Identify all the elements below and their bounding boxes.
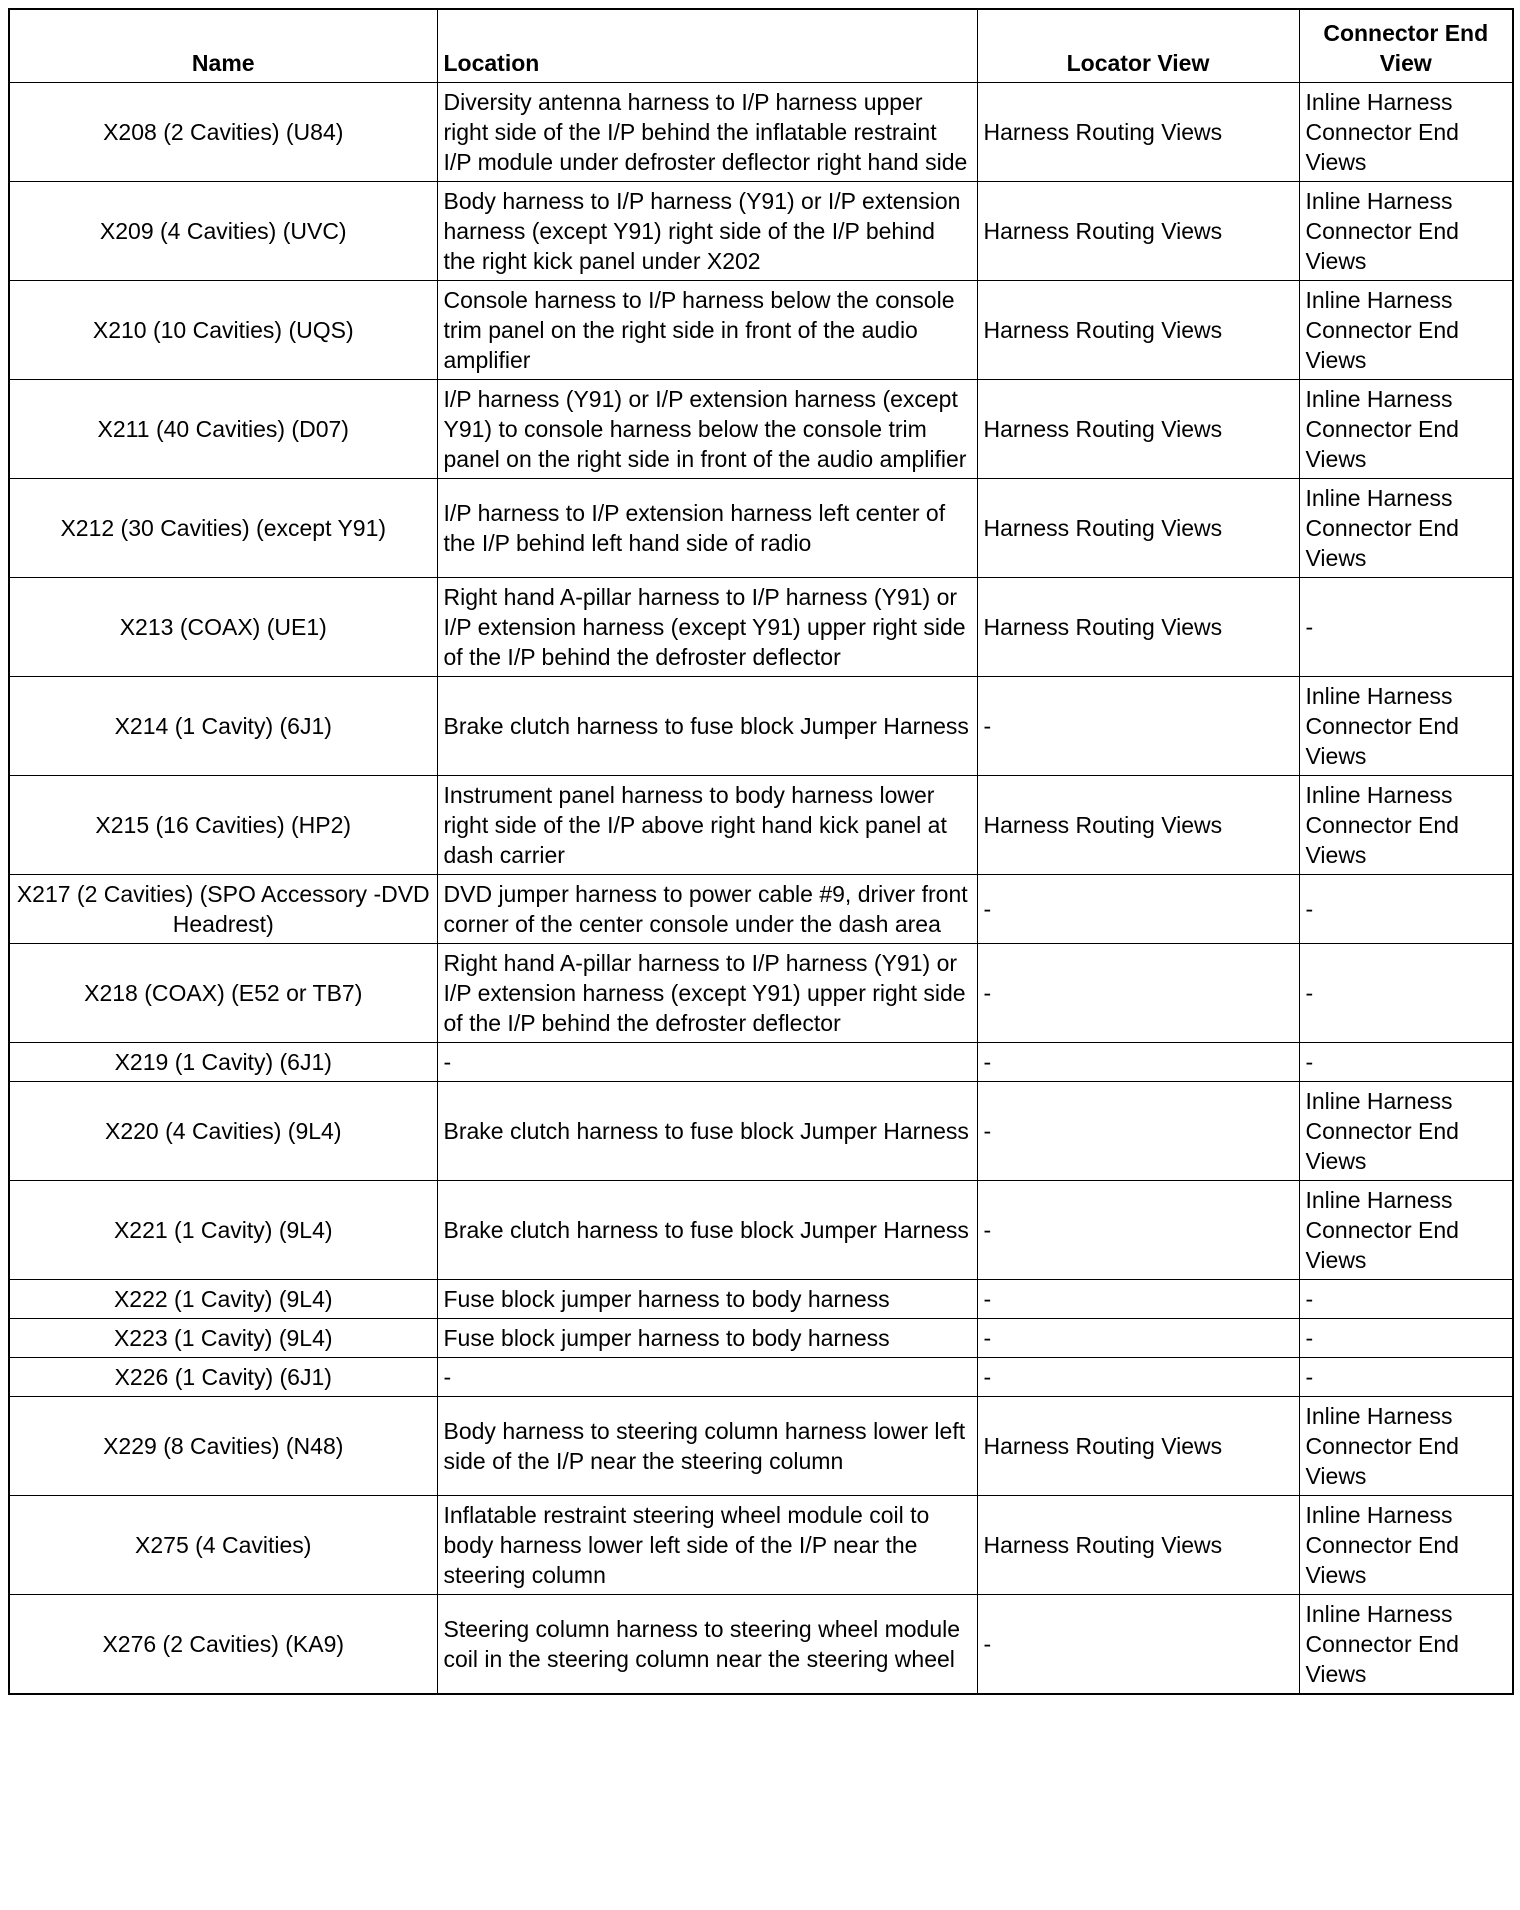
cell-locator-view: - <box>977 677 1299 776</box>
cell-location: Brake clutch harness to fuse block Jumper Harness <box>437 1082 977 1181</box>
cell-locator-view: - <box>977 1280 1299 1319</box>
cell-connector-end-view: - <box>1299 944 1513 1043</box>
cell-connector-end-view: Inline Harness Connector End Views <box>1299 281 1513 380</box>
cell-name: X221 (1 Cavity) (9L4) <box>9 1181 437 1280</box>
table-row <box>9 1082 1513 1181</box>
cell-location: Inflatable restraint steering wheel module coil to body harness lower left side of the I/P near the steering column <box>437 1496 977 1595</box>
table-body <box>9 83 1513 1695</box>
cell-name: X226 (1 Cavity) (6J1) <box>9 1358 437 1397</box>
cell-locator-view: - <box>977 1082 1299 1181</box>
cell-name: X276 (2 Cavities) (KA9) <box>9 1595 437 1695</box>
cell-connector-end-view: - <box>1299 1043 1513 1082</box>
table-row <box>9 83 1513 182</box>
header-locator-view: Locator View <box>977 9 1299 83</box>
cell-connector-end-view: Inline Harness Connector End Views <box>1299 1181 1513 1280</box>
cell-connector-end-view: - <box>1299 578 1513 677</box>
header-connector-end-view: Connector End View <box>1299 9 1513 83</box>
cell-location: - <box>437 1358 977 1397</box>
connector-table <box>8 8 1514 1695</box>
cell-location: I/P harness (Y91) or I/P extension harness (except Y91) to console harness below the console trim panel on the right side in front of the audio amplifier <box>437 380 977 479</box>
cell-location: Console harness to I/P harness below the console trim panel on the right side in front of the audio amplifier <box>437 281 977 380</box>
cell-location: DVD jumper harness to power cable #9, driver front corner of the center console under the dash area <box>437 875 977 944</box>
cell-connector-end-view: - <box>1299 1280 1513 1319</box>
cell-locator-view: Harness Routing Views <box>977 479 1299 578</box>
cell-name: X223 (1 Cavity) (9L4) <box>9 1319 437 1358</box>
cell-locator-view: Harness Routing Views <box>977 182 1299 281</box>
cell-name: X215 (16 Cavities) (HP2) <box>9 776 437 875</box>
table-row <box>9 281 1513 380</box>
cell-connector-end-view: Inline Harness Connector End Views <box>1299 1496 1513 1595</box>
cell-name: X229 (8 Cavities) (N48) <box>9 1397 437 1496</box>
cell-name: X213 (COAX) (UE1) <box>9 578 437 677</box>
cell-name: X218 (COAX) (E52 or TB7) <box>9 944 437 1043</box>
table-row <box>9 677 1513 776</box>
cell-connector-end-view: - <box>1299 875 1513 944</box>
cell-locator-view: - <box>977 1595 1299 1695</box>
cell-locator-view: - <box>977 944 1299 1043</box>
table-row <box>9 380 1513 479</box>
cell-location: Diversity antenna harness to I/P harness upper right side of the I/P behind the inflatable restraint I/P module under defroster deflector right hand side <box>437 83 977 182</box>
cell-locator-view: Harness Routing Views <box>977 776 1299 875</box>
table-row <box>9 1397 1513 1496</box>
table-row <box>9 1595 1513 1695</box>
cell-locator-view: Harness Routing Views <box>977 380 1299 479</box>
cell-location: Right hand A-pillar harness to I/P harness (Y91) or I/P extension harness (except Y91) upper right side of the I/P behind the defroster deflector <box>437 578 977 677</box>
cell-locator-view: - <box>977 1358 1299 1397</box>
cell-location: Brake clutch harness to fuse block Jumper Harness <box>437 1181 977 1280</box>
table-row <box>9 1181 1513 1280</box>
cell-location: Brake clutch harness to fuse block Jumper Harness <box>437 677 977 776</box>
cell-location: Fuse block jumper harness to body harness <box>437 1280 977 1319</box>
table-row <box>9 1496 1513 1595</box>
cell-connector-end-view: Inline Harness Connector End Views <box>1299 1595 1513 1695</box>
cell-name: X275 (4 Cavities) <box>9 1496 437 1595</box>
cell-locator-view: Harness Routing Views <box>977 1496 1299 1595</box>
cell-name: X222 (1 Cavity) (9L4) <box>9 1280 437 1319</box>
cell-name: X217 (2 Cavities) (SPO Accessory -DVD Headrest) <box>9 875 437 944</box>
cell-name: X212 (30 Cavities) (except Y91) <box>9 479 437 578</box>
cell-location: Steering column harness to steering wheel module coil in the steering column near the steering wheel <box>437 1595 977 1695</box>
header-row <box>9 9 1513 83</box>
cell-connector-end-view: Inline Harness Connector End Views <box>1299 776 1513 875</box>
cell-location: - <box>437 1043 977 1082</box>
cell-name: X208 (2 Cavities) (U84) <box>9 83 437 182</box>
cell-location: Fuse block jumper harness to body harness <box>437 1319 977 1358</box>
cell-connector-end-view: Inline Harness Connector End Views <box>1299 83 1513 182</box>
table-row <box>9 944 1513 1043</box>
table-row <box>9 1280 1513 1319</box>
cell-name: X220 (4 Cavities) (9L4) <box>9 1082 437 1181</box>
header-location: Location <box>437 9 977 83</box>
cell-location: Body harness to I/P harness (Y91) or I/P extension harness (except Y91) right side of the I/P behind the right kick panel under X202 <box>437 182 977 281</box>
table-row <box>9 1043 1513 1082</box>
table-row <box>9 1358 1513 1397</box>
table-row <box>9 776 1513 875</box>
table-row <box>9 875 1513 944</box>
cell-locator-view: - <box>977 1319 1299 1358</box>
cell-name: X210 (10 Cavities) (UQS) <box>9 281 437 380</box>
cell-connector-end-view: - <box>1299 1319 1513 1358</box>
cell-connector-end-view: - <box>1299 1358 1513 1397</box>
table-row <box>9 479 1513 578</box>
cell-connector-end-view: Inline Harness Connector End Views <box>1299 1397 1513 1496</box>
cell-locator-view: Harness Routing Views <box>977 281 1299 380</box>
cell-connector-end-view: Inline Harness Connector End Views <box>1299 380 1513 479</box>
cell-location: Body harness to steering column harness lower left side of the I/P near the steering column <box>437 1397 977 1496</box>
cell-connector-end-view: Inline Harness Connector End Views <box>1299 677 1513 776</box>
cell-location: I/P harness to I/P extension harness left center of the I/P behind left hand side of radio <box>437 479 977 578</box>
table-row <box>9 578 1513 677</box>
table-row <box>9 1319 1513 1358</box>
cell-name: X211 (40 Cavities) (D07) <box>9 380 437 479</box>
header-name: Name <box>9 9 437 83</box>
cell-location: Instrument panel harness to body harness lower right side of the I/P above right hand kick panel at dash carrier <box>437 776 977 875</box>
cell-locator-view: - <box>977 1181 1299 1280</box>
cell-locator-view: - <box>977 875 1299 944</box>
cell-locator-view: Harness Routing Views <box>977 83 1299 182</box>
cell-location: Right hand A-pillar harness to I/P harness (Y91) or I/P extension harness (except Y91) upper right side of the I/P behind the defroster deflector <box>437 944 977 1043</box>
cell-connector-end-view: Inline Harness Connector End Views <box>1299 479 1513 578</box>
cell-connector-end-view: Inline Harness Connector End Views <box>1299 182 1513 281</box>
cell-name: X214 (1 Cavity) (6J1) <box>9 677 437 776</box>
cell-name: X219 (1 Cavity) (6J1) <box>9 1043 437 1082</box>
cell-locator-view: Harness Routing Views <box>977 1397 1299 1496</box>
cell-locator-view: Harness Routing Views <box>977 578 1299 677</box>
table-row <box>9 182 1513 281</box>
cell-connector-end-view: Inline Harness Connector End Views <box>1299 1082 1513 1181</box>
cell-locator-view: - <box>977 1043 1299 1082</box>
cell-name: X209 (4 Cavities) (UVC) <box>9 182 437 281</box>
